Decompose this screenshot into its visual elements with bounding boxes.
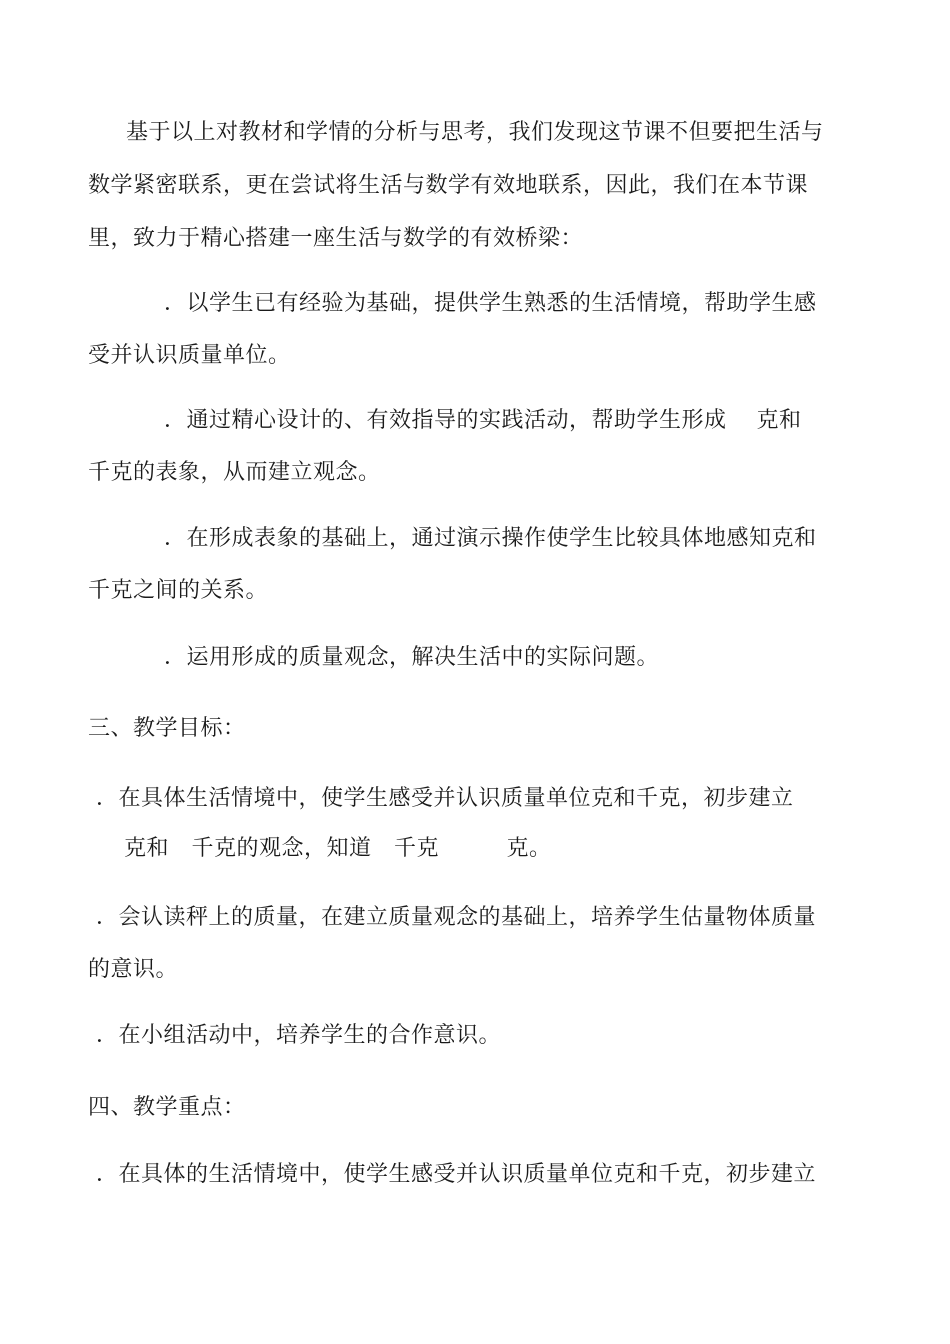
list-item-3-line-1: ．在形成表象的基础上，通过演示操作使学生比较具体地感知克和 xyxy=(164,526,817,551)
key-point-1-line-1: ．在具体的生活情境中，使学生感受并认识质量单位克和千克，初步建立 xyxy=(96,1162,817,1187)
section-heading-objectives: 三、教学目标： xyxy=(88,716,246,741)
list-item-2-line-1: ．通过精心设计的、有效指导的实践活动，帮助学生形成 克和 xyxy=(164,408,802,433)
list-item-1-line-1: ．以学生已有经验为基础，提供学生熟悉的生活情境，帮助学生感 xyxy=(164,291,817,316)
list-item-3-line-2: 千克之间的关系。 xyxy=(88,578,269,603)
objective-2-line-2: 的意识。 xyxy=(88,957,179,982)
section-heading-key-points: 四、教学重点： xyxy=(88,1095,246,1120)
list-item-2-line-2: 千克的表象，从而建立观念。 xyxy=(88,460,381,485)
objective-1-line-2: 克和 千克的观念，知道 千克 克。 xyxy=(124,836,552,861)
paragraph-intro-line-1: 基于以上对教材和学情的分析与思考，我们发现这节课不但要把生活与 xyxy=(126,120,824,145)
objective-3: ．在小组活动中，培养学生的合作意识。 xyxy=(96,1023,502,1048)
list-item-4: ．运用形成的质量观念，解决生活中的实际问题。 xyxy=(164,645,660,670)
paragraph-intro-line-3: 里，致力于精心搭建一座生活与数学的有效桥梁： xyxy=(88,226,584,251)
objective-2-line-1: ．会认读秤上的质量，在建立质量观念的基础上，培养学生估量物体质量 xyxy=(96,905,817,930)
list-item-1-line-2: 受并认识质量单位。 xyxy=(88,343,291,368)
paragraph-intro-line-2: 数学紧密联系，更在尝试将生活与数学有效地联系，因此，我们在本节课 xyxy=(88,173,809,198)
objective-1-line-1: ．在具体生活情境中，使学生感受并认识质量单位克和千克，初步建立 xyxy=(96,786,794,811)
